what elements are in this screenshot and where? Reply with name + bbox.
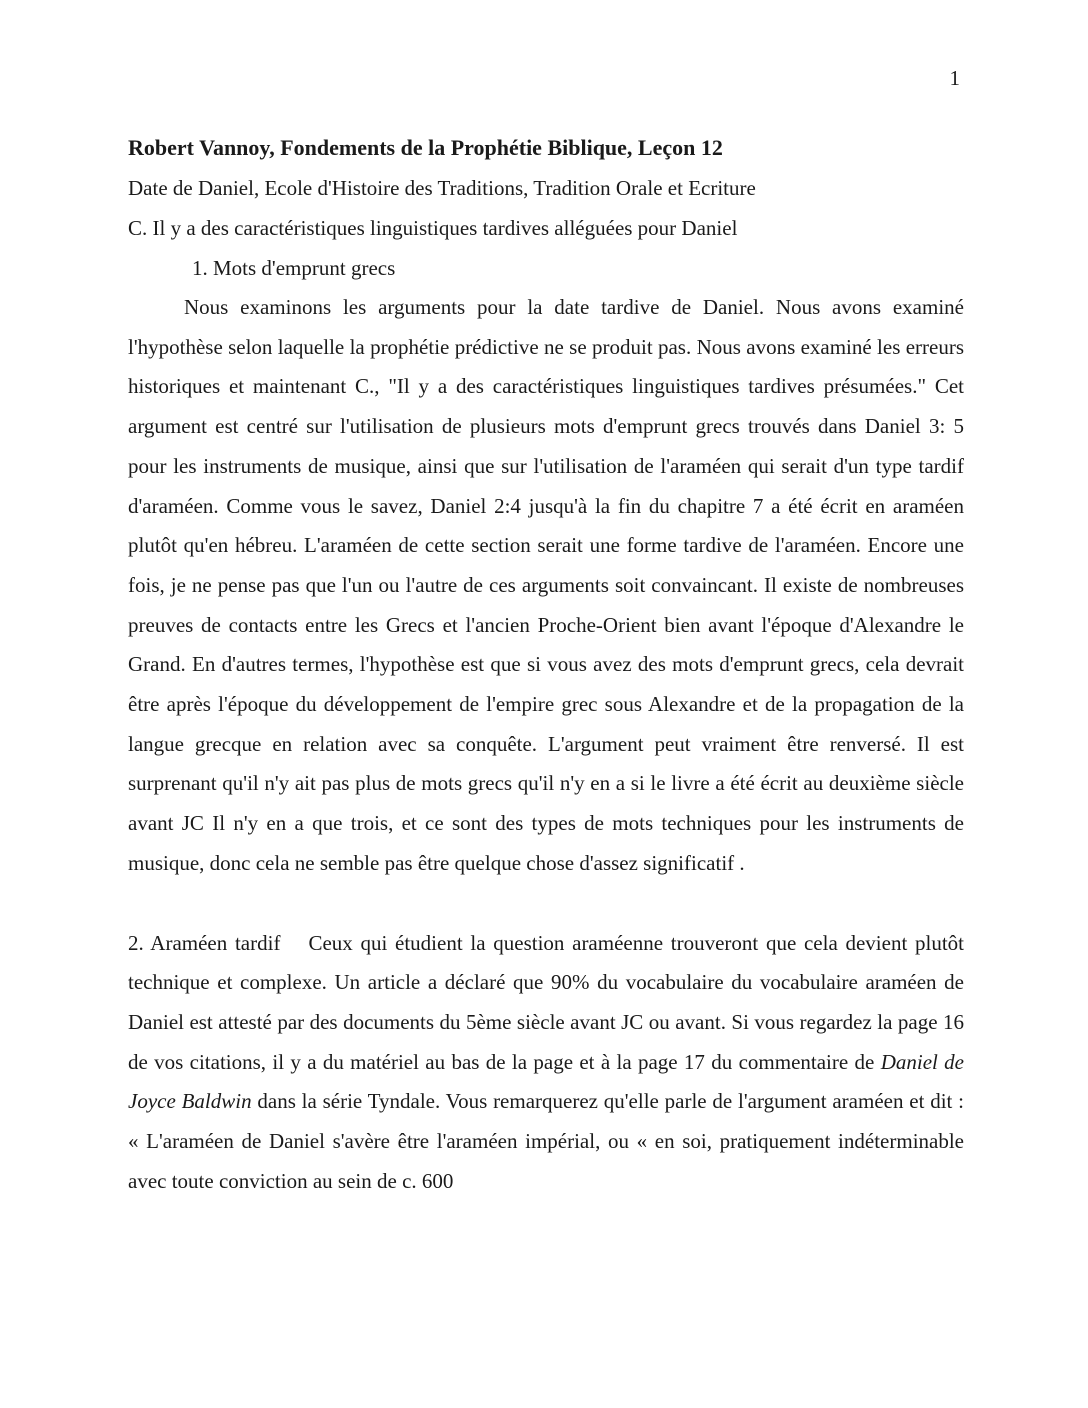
subsection-heading-2: 2. Araméen tardif (128, 930, 281, 955)
document-title: Robert Vannoy, Fondements de la Prophétie Biblique, Leçon 12 (128, 135, 723, 160)
paragraph-greek-loanwords: Nous examinons les arguments pour la date tardive de Daniel. Nous avons examiné l'hypothèse selon laquelle la prophétie prédictive ne se produit pas. Nous avons examiné les erreurs historiques et maintenant C., "Il y a des caractéristiques linguistiques tardives présumées." Cet argument est centré sur l'utilisation de plusieurs mots d'emprunt grecs trouvés dans Daniel 3: 5 pour les instruments de musique, ainsi que sur l'utilisation de l'araméen qui serait d'un type tardif d'araméen. Comme vous le savez, Daniel 2:4 jusqu'à la fin du chapitre 7 a été écrit en araméen plutôt qu'en hébreu. L'araméen de cette section serait une forme tardive de l'araméen. Encore une fois, je ne pense pas que l'un ou l'autre de ces arguments soit convaincant. Il existe de nombreuses preuves de contacts entre les Grecs et l'ancien Proche-Orient bien avant l'époque d'Alexandre le Grand. En d'autres termes, l'hypothèse est que si vous avez des mots d'emprunt grecs, cela devrait être après l'époque du développement de l'empire grec sous Alexandre et de la propagation de la langue grecque en relation avec sa conquête. L'argument peut vraiment être renversé. Il est surprenant qu'il n'y ait pas plus de mots grecs qu'il n'y en a si le livre a été écrit au deuxième siècle avant JC Il n'y en a que trois, et ce sont des types de mots techniques pour les instruments de musique, donc cela ne semble pas être quelque chose d'assez significatif . (128, 295, 964, 875)
subsection-heading-1: 1. Mots d'emprunt grecs (192, 256, 396, 280)
page-number: 1 (949, 66, 960, 90)
section-heading-c: C. Il y a des caractéristiques linguistiques tardives alléguées pour Daniel (128, 216, 738, 240)
paragraph-text: dans la série Tyndale. Vous remarquerez qu'elle parle de l'argument araméen et dit : « L'araméen de Daniel s'avère être l'araméen impérial, ou « en soi, pratiquement indéterminable avec toute conviction au sein de c. 600 (128, 1089, 964, 1193)
document-subtitle: Date de Daniel, Ecole d'Histoire des Traditions, Tradition Orale et Ecriture (128, 176, 756, 200)
book-title: Daniel de Joyce Baldwin (128, 1049, 964, 1114)
paragraph-text: Ceux qui étudient la question araméenne trouveront que cela devient plutôt technique et complexe. Un article a déclaré que 90% du vocabulaire du vocabulaire araméen de Daniel est attesté par des documents du 5ème siècle avant JC ou avant. Si vous regardez la page 16 de vos citations, il y a du matériel au bas de la page et à la page 17 du commentaire de (128, 930, 965, 1074)
paragraph-late-aramaic (128, 924, 964, 1202)
document-body (128, 128, 964, 1201)
